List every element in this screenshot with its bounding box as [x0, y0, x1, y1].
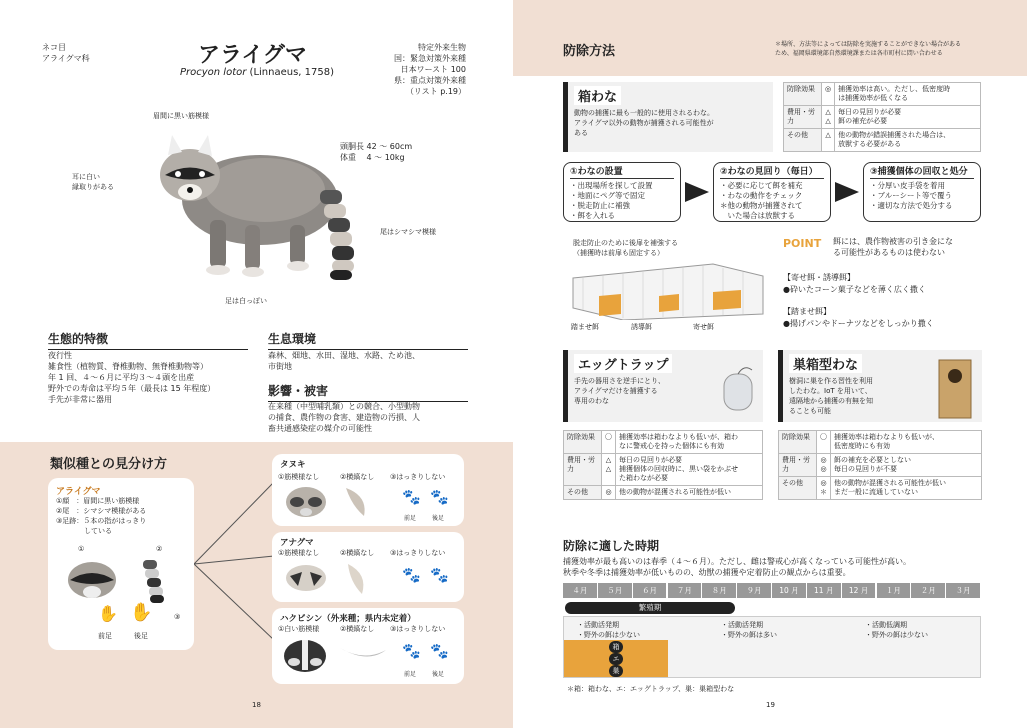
step-3: ③捕獲個体の回収と処分 ・分厚い皮手袋を着用 ・ブルーシート等で覆う ・適切な方法で処分する	[863, 162, 981, 222]
card-tanuki: タヌキ ①筋模様なし ②横縞なし ③はっきりしない 🐾 🐾 前足 後足	[272, 454, 464, 526]
card-araiguma: アライグマ ①顔 ：眉間に黒い筋模様 ②尾 ：シマシマ模様がある ③足跡：５本の指がはっきり している ① ② ③ ✋ ✋ 前足 後足	[48, 478, 194, 650]
month-cell: ２月	[911, 583, 946, 598]
month-cell: ７月	[668, 583, 703, 598]
araiguma-front-track-icon: ✋	[98, 604, 118, 623]
tanuki-face-icon	[284, 484, 328, 520]
left-page	[0, 0, 513, 728]
box-trap-illustration	[563, 258, 773, 320]
arrow-icon	[685, 182, 709, 202]
nest-table: 防除効果 〇 捕獲効率は箱わなよりも低いが、 低密度時にも有効 費用・労力 ◎ ◎ 餌の補充を必要としない 毎日の見回りが不要 その他 ◎ ＊ 他の動物が混獲される可能性が低い まだ一般に流通していない	[778, 430, 982, 500]
period-2: ・活動活発期 ・野外の餌は多い	[721, 621, 777, 639]
habitat-text: 森林、畑地、水田、湿地、水路、ため池、 市街地	[268, 351, 420, 371]
anaguma-back-track-icon: 🐾	[430, 566, 449, 584]
season-title: 防除に適した時期	[563, 539, 660, 553]
trap-caption: 脱走防止のために後扉を補強する （捕獲時は前扉も固定する）	[573, 239, 678, 257]
tanuki-front-track-icon: 🐾	[402, 488, 421, 506]
note: ＊場所、方法等によっては防除を実施することができない場合がある ため、福岡県環境部自然環境課または各市町村に問い合わせる	[775, 41, 962, 57]
page-number-left: 18	[252, 701, 261, 709]
icon-egg-trap: エ	[609, 653, 623, 665]
page-title: アライグマ	[198, 43, 307, 68]
araiguma-tail-icon	[138, 558, 168, 604]
hakubishin-back-track-icon: 🐾	[430, 642, 449, 660]
tanuki-back-track-icon: 🐾	[430, 488, 449, 506]
card-anaguma: アナグマ ①筋模様なし ②横縞なし ③はっきりしない 🐾 🐾	[272, 532, 464, 602]
month-cell: ９月	[737, 583, 772, 598]
month-cell: ６月	[633, 583, 668, 598]
hakowana-desc: 動物の捕獲に最も一般的に使用されるわな。 アライグマ以外の動物が捕獲される可能性が ある	[574, 109, 714, 137]
connector-lines	[194, 480, 274, 650]
annotation-tail: 尾はシマシマ模様	[380, 228, 436, 236]
araiguma-face-icon	[66, 558, 118, 600]
hakubishin-front-track-icon: 🐾	[402, 642, 421, 660]
nest-box-icon	[933, 356, 979, 420]
header-banner	[513, 0, 1027, 76]
impact-text: 在来種（中型哺乳類）との競合、小型動物 の捕食、農作物の食害、建造物の汚損、人 畜共通感染症の媒介の可能性	[268, 402, 420, 433]
month-cell: 11 月	[807, 583, 842, 598]
araiguma-features: ①顔 ：眉間に黒い筋模様 ②尾 ：シマシマ模様がある ③足跡：５本の指がはっきり している	[56, 497, 147, 535]
month-cell: ８月	[702, 583, 737, 598]
taxonomy: ネコ目 アライグマ科	[42, 43, 90, 63]
similar-species-title: 類似種との見分け方	[50, 457, 168, 472]
araiguma-back-track-icon: ✋	[130, 602, 153, 623]
nest-trap-box: 巣箱型わな 樹洞に巣を作る習性を利用 したわな。IoT を用いて、 遠隔地から捕獲の有無を知 ることも可能	[778, 350, 982, 422]
arrow-icon	[835, 182, 859, 202]
anaguma-face-icon	[284, 562, 328, 596]
egg-table: 防除効果 〇 捕獲効率は箱わなよりも低いが、箱わ なに警戒心を持った個体にも有効 費用・労力 △ △ 毎日の見回りが必要 捕獲個体の回収時に、黒い袋をかぶせ た箱わなが必要 その他 ◎ 他の動物が混獲される可能性が低い	[563, 430, 763, 500]
tanuki-tail-icon	[342, 486, 372, 518]
egg-desc: 手先の器用さを逆手にとり、 アライグマだけを捕獲する 専用のわな	[574, 377, 665, 405]
hakubishin-tail-icon	[338, 644, 388, 664]
card-hakubishin: ハクビシン（外来種；県内未定着） ①白い筋模様 ②横縞なし ③はっきりしない 🐾 🐾 前足 後足	[272, 608, 464, 684]
step-1: ①わなの設置 ・出現場所を探して設置 ・地面にペグ等で固定 ・脱走防止に補強 ・餌を入れる	[563, 162, 681, 222]
month-cell: ４月	[563, 583, 598, 598]
impact-heading: 影響・被害	[268, 382, 468, 402]
icon-box-trap: 箱	[609, 641, 623, 653]
month-cell: １月	[877, 583, 912, 598]
legal-status: 特定外来生物 国：緊急対策外来種 日本ワースト 100 県：重点対策外来種 （リスト p.19）	[394, 43, 466, 96]
ecology-list: 夜行性 雑食性（植物質、脊椎動物、無脊椎動物等） 年 1 回、４～６月に平均３～４頭を出産 野外での寿命は平均５年（最長は 15 年程度） 手先が非常に器用	[48, 351, 216, 404]
ecology-heading: 生態的特徴	[48, 330, 248, 350]
anaguma-front-track-icon: 🐾	[402, 566, 421, 584]
month-cell: 12 月	[842, 583, 877, 598]
annotation-face: 眉間に黒い筋模様	[153, 112, 209, 120]
season-text: 捕獲効率が最も高いのは春季（４～６月）。ただし、雌は警戒心が高くなっている可能性が高い。 秋季や冬季は捕獲効率が低いものの、幼獣の捕獲や定着防止の観点からは重要。	[563, 557, 911, 577]
point-text: 餌には、農作物被害の引き金にな る可能性があるものは使わない	[833, 237, 953, 257]
egg-trap-icon	[718, 364, 762, 414]
anaguma-tail-icon	[342, 562, 372, 596]
month-cell: ３月	[946, 583, 981, 598]
raccoon-illustration	[150, 120, 370, 300]
hakowana-box: 箱わな 動物の捕獲に最も一般的に使用されるわな。 アライグマ以外の動物が捕獲される可能性が ある	[563, 82, 773, 152]
step-2: ②わなの見回り（毎日） ・必要に応じて餌を補充 ・わなの動作をチェック ＊他の動物が捕獲されて いた場合は放獣する	[713, 162, 831, 222]
scientific-name: Procyon lotor (Linnaeus, 1758)	[180, 67, 335, 78]
habitat-heading: 生息環境	[268, 330, 468, 350]
legend: ＊箱：箱わな、エ：エッグトラップ、巣：巣箱型わな	[567, 685, 735, 693]
hakubishin-face-icon	[282, 636, 328, 676]
right-page: 防除方法 ＊場所、方法等によっては防除を実施することができない場合がある ため、福岡県環境部自然環境課または各市町村に問い合わせる 箱わな 動物の捕獲に最も一般的に使用されるわな。 アライグマ以外の動物が捕獲される可能性が ある 防除効果 ◎ 捕獲効率は高い。ただし、低密度時 は捕獲効率が低くなる 費用・労力 △ △ 毎日の見回りが必要 餌の補充が必要 その他 △ 他の動物が錯誤捕獲された場合は、 放獣する必要がある ①わなの設置 ・出現場所を探して設置 ・地面にペグ等で固定 ・脱走防止に補強 ・餌を入れる ②わなの見回り（毎日） ・必要に応じて餌を補充 ・わなの動作をチェック ＊他の動物が捕獲されて いた場合は放獣する ③捕獲個体の回収と処分 ・分厚い皮手袋を着用 ・ブルーシート等で覆う ・適切な方法で処分する 脱走防止のために後扉を補強する （捕獲時は前扉も固定する） 踏ませ餌 誘導餌 寄せ餌 POINT 餌には、農作物被害の引き金にな る可能性があるものは使わない 【寄せ餌・誘導餌】 ●砕いたコーン菓子などを薄く広く撒く 【踏ませ餌】 ●揚げパンやドーナツなどをしっかり撒く エッグトラップ 手先の器用さを逆手にとり、 アライグマだけを捕獲する 専用のわな 防除効果 〇 捕獲効率は箱わなよりも低いが、箱わ なに警戒心を持った個体にも有効 費用・労力 △ △ 毎日の見回りが必要 捕獲個体の回収時に、黒い袋をかぶせ た箱わなが必要 その他 ◎ 他の動物が混獲される可能性が低い 巣箱型わな 樹洞に巣を作る習性を利用 したわな。IoT を用いて、 遠隔地から捕獲の有無を知 ることも可能 防除効果 〇 捕獲効率は箱わなよりも低いが、 低密度時にも有効 費用・労力 ◎ ◎ 餌の補充を必要としない 毎日の見回りが不要 その他 ◎ ＊ 他の動物が混獲される可能性が低い まだ一般に流通していない 防除に適した時期 捕獲効率が最も高いのは春季（４～６月）。ただし、雌は警戒心が高くなっている可能性が高い。 秋季や冬季は捕獲効率が低いものの、幼獣の捕獲や定着防止の観点からは重要。 繁殖期 ・活動活発期 ・野外の餌は少ない ・活動活発期 ・野外の餌は多い ・活動低調期 ・野外の餌は少ない 箱 エ 巣 ＊箱：箱わな、エ：エッグトラップ、巣：巣箱型わな 19 ４月 ５月 ６月 ７月 ８月 ９月 10 月 11 月 12 月 １月 ２月 ３月	[513, 0, 1027, 728]
page-number-right: 19	[766, 701, 775, 709]
period-1: ・活動活発期 ・野外の餌は少ない	[577, 621, 640, 639]
egg-trap-box: エッグトラップ 手先の器用さを逆手にとり、 アライグマだけを捕獲する 専用のわな	[563, 350, 763, 422]
period-3: ・活動低調期 ・野外の餌は少ない	[865, 621, 928, 639]
annotation-foot: 足は白っぽい	[225, 297, 267, 305]
annotation-size: 頭胴長 42 ～ 60cm 体重 4 ～ 10kg	[340, 142, 413, 162]
hakowana-table: 防除効果 ◎ 捕獲効率は高い。ただし、低密度時 は捕獲効率が低くなる 費用・労力 △ △ 毎日の見回りが必要 餌の補充が必要 その他 △ 他の動物が錯誤捕獲された場合は、 放獣する必要がある	[783, 82, 981, 152]
point-label: POINT	[783, 237, 822, 250]
breeding-season-bar: 繁殖期	[565, 602, 735, 614]
month-cell: 10 月	[772, 583, 807, 598]
icon-nest-trap: 巣	[609, 665, 623, 677]
annotation-ear: 耳に白い 縁取りがある	[72, 173, 114, 191]
nest-desc: 樹洞に巣を作る習性を利用 したわな。IoT を用いて、 遠隔地から捕獲の有無を知 ることも可能	[789, 377, 873, 415]
month-cell: ５月	[598, 583, 633, 598]
section-title-control: 防除方法	[563, 44, 616, 59]
